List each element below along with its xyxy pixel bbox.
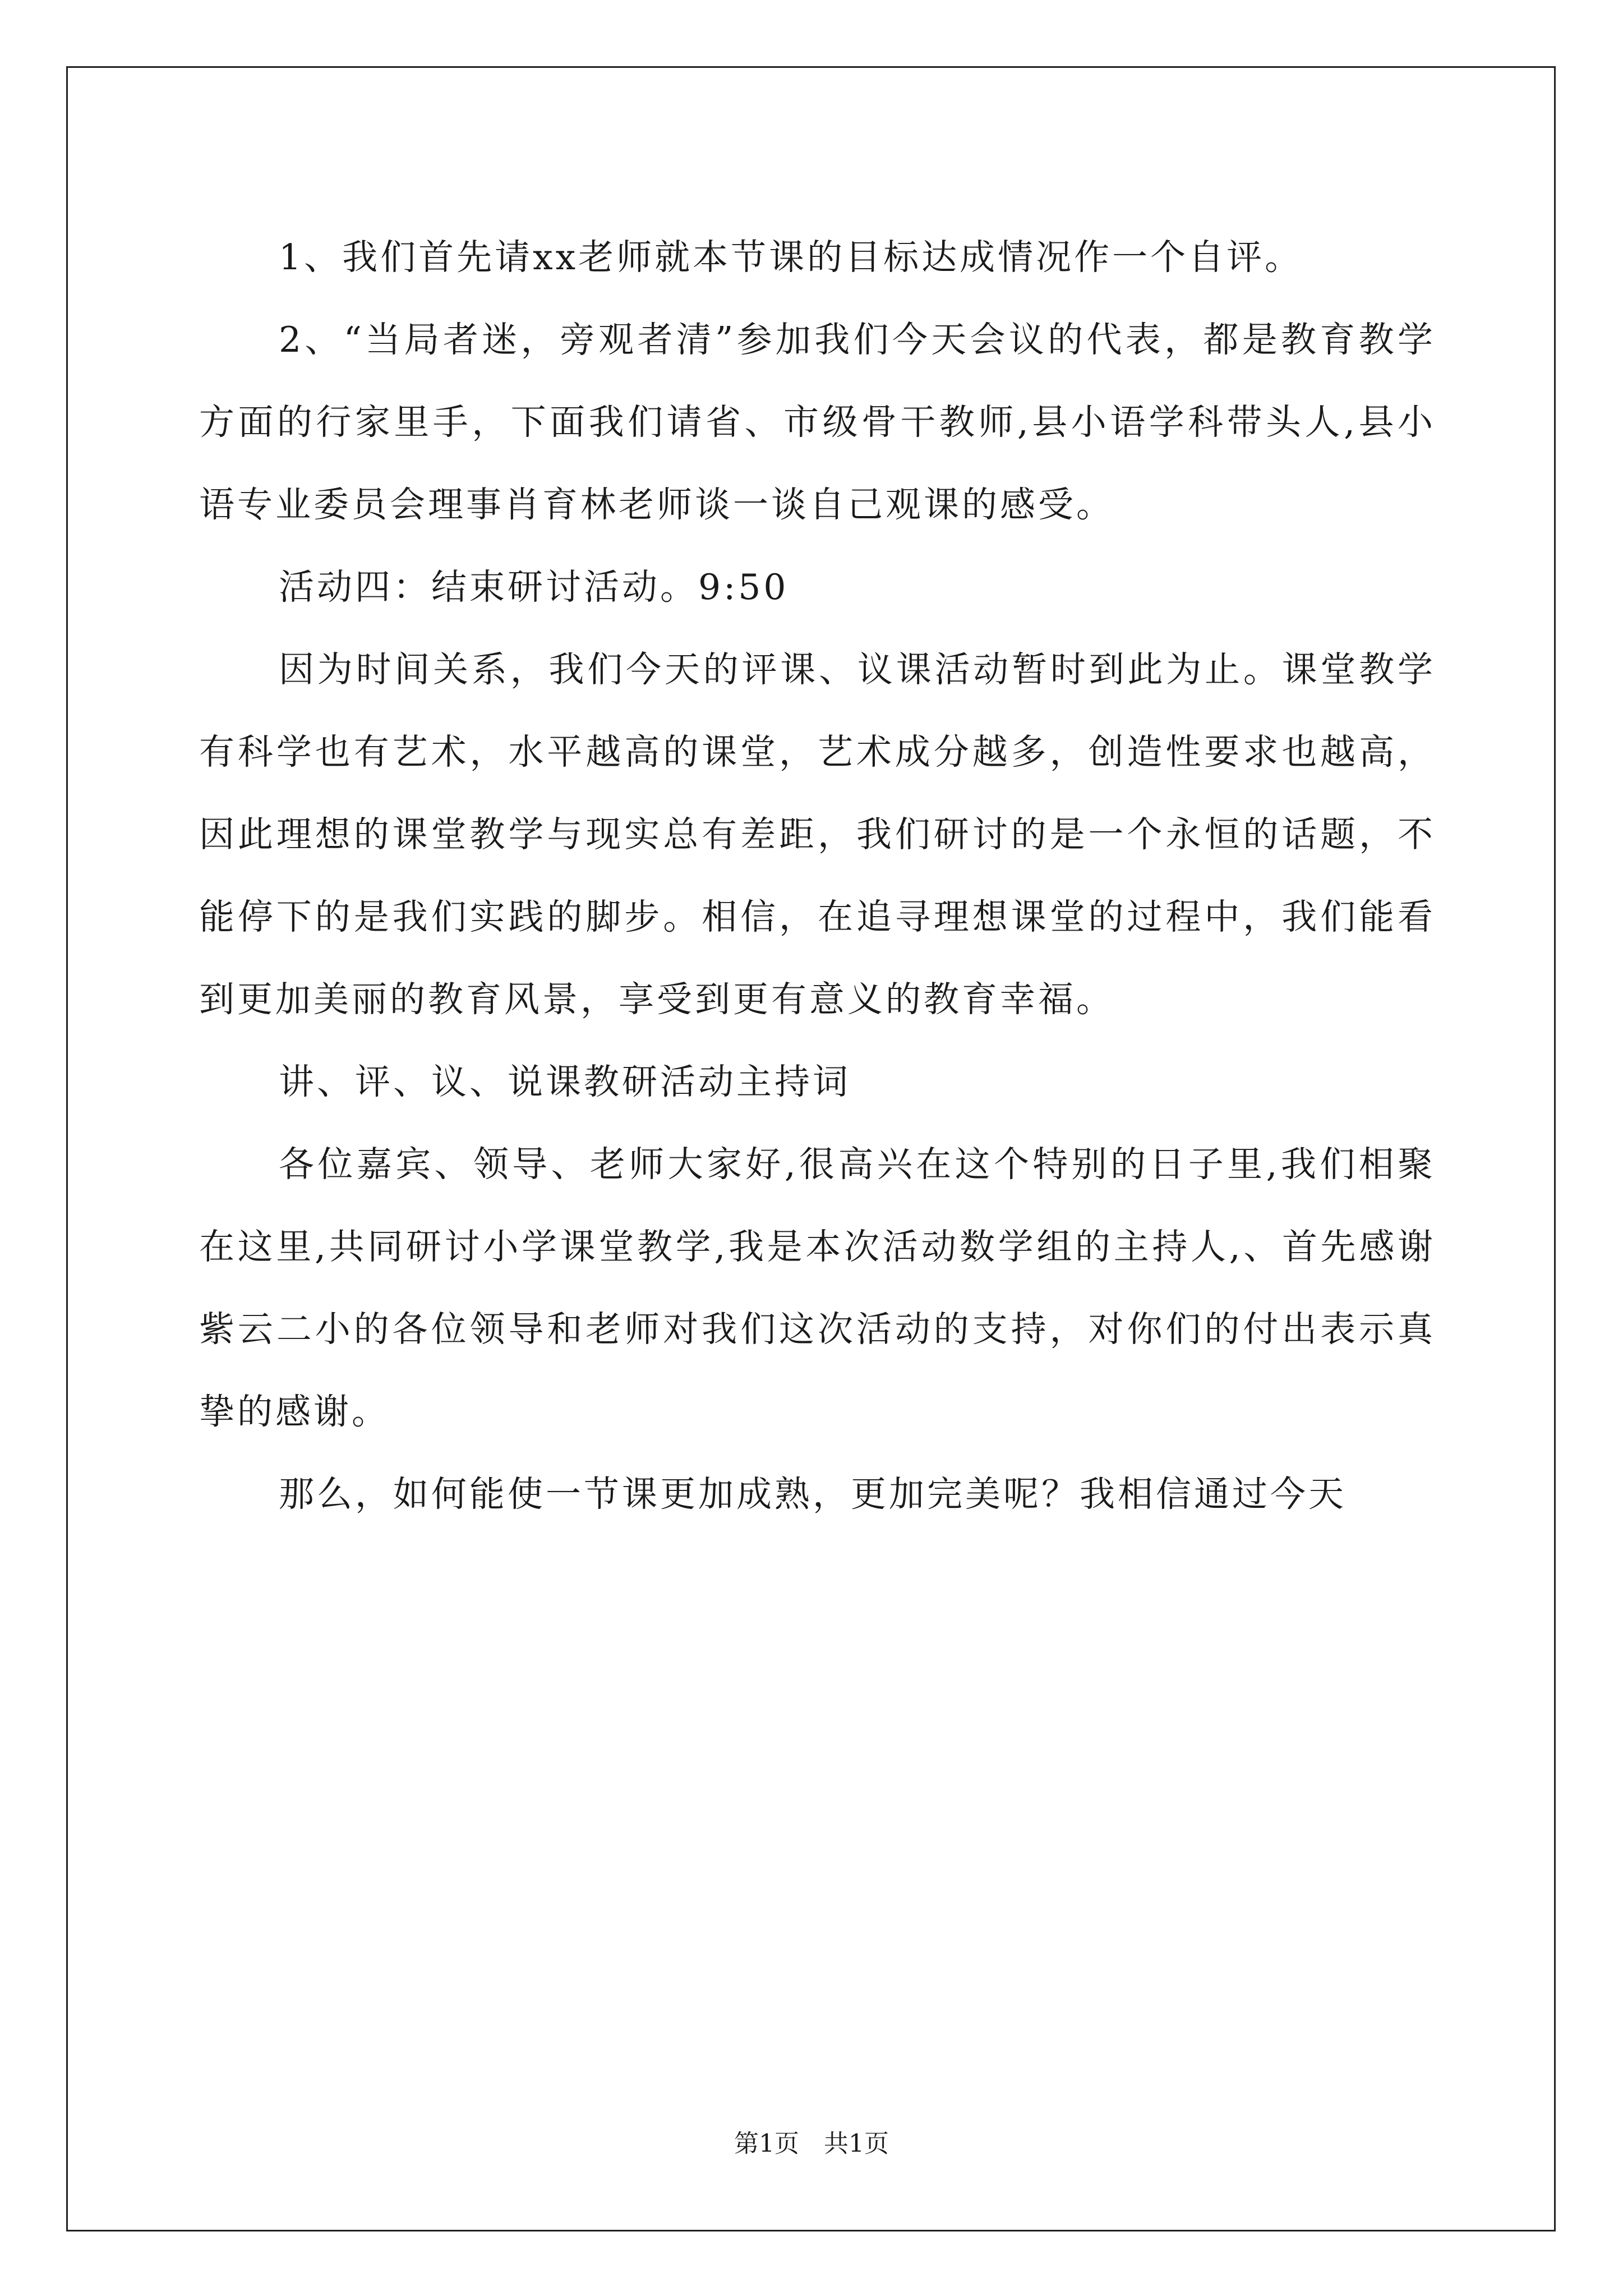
paragraph-self-evaluation: 1、我们首先请xx老师就本节课的目标达成情况作一个自评。 — [279, 237, 1303, 278]
page-number: 第1页 — [734, 2129, 799, 2158]
paragraph-welcome: 各位嘉宾、领导、老师大家好,很高兴在这个特别的日子里,我们相聚在这里,共同研讨小学课堂教学,我是本次活动数学组的主持人,、首先感谢紫云二小的各位领导和老师对我们这次活动的支持，对你们的付出表示真挚的感谢。 — [199, 1144, 1436, 1432]
document-body — [199, 216, 1436, 1535]
page-footer — [0, 2127, 1623, 2161]
page-total: 共1页 — [824, 2129, 889, 2158]
paragraph-activity-four: 活动四：结束研讨活动。9:50 — [279, 567, 789, 608]
paragraph-question: 那么，如何能使一节课更加成熟，更加完美呢？我相信通过今天 — [279, 1474, 1347, 1515]
section-heading: 讲、评、议、说课教研活动主持词 — [279, 1061, 851, 1102]
paragraph-closing-remarks: 因为时间关系，我们今天的评课、议课活动暂时到此为止。课堂教学有科学也有艺术，水平越高的课堂，艺术成分越多，创造性要求也越高，因此理想的课堂教学与现实总有差距，我们研讨的是一个永恒的话题，不能停下的是我们实践的脚步。相信，在追寻理想课堂的过程中，我们能看到更加美丽的教育风景，享受到更有意义的教育幸福。 — [199, 649, 1436, 1020]
paragraph-expert-comment: 2、“当局者迷，旁观者清”参加我们今天会议的代表，都是教育教学方面的行家里手，下面我们请省、市级骨干教师,县小语学科带头人,县小语专业委员会理事肖育林老师谈一谈自己观课的感受。 — [199, 319, 1436, 525]
